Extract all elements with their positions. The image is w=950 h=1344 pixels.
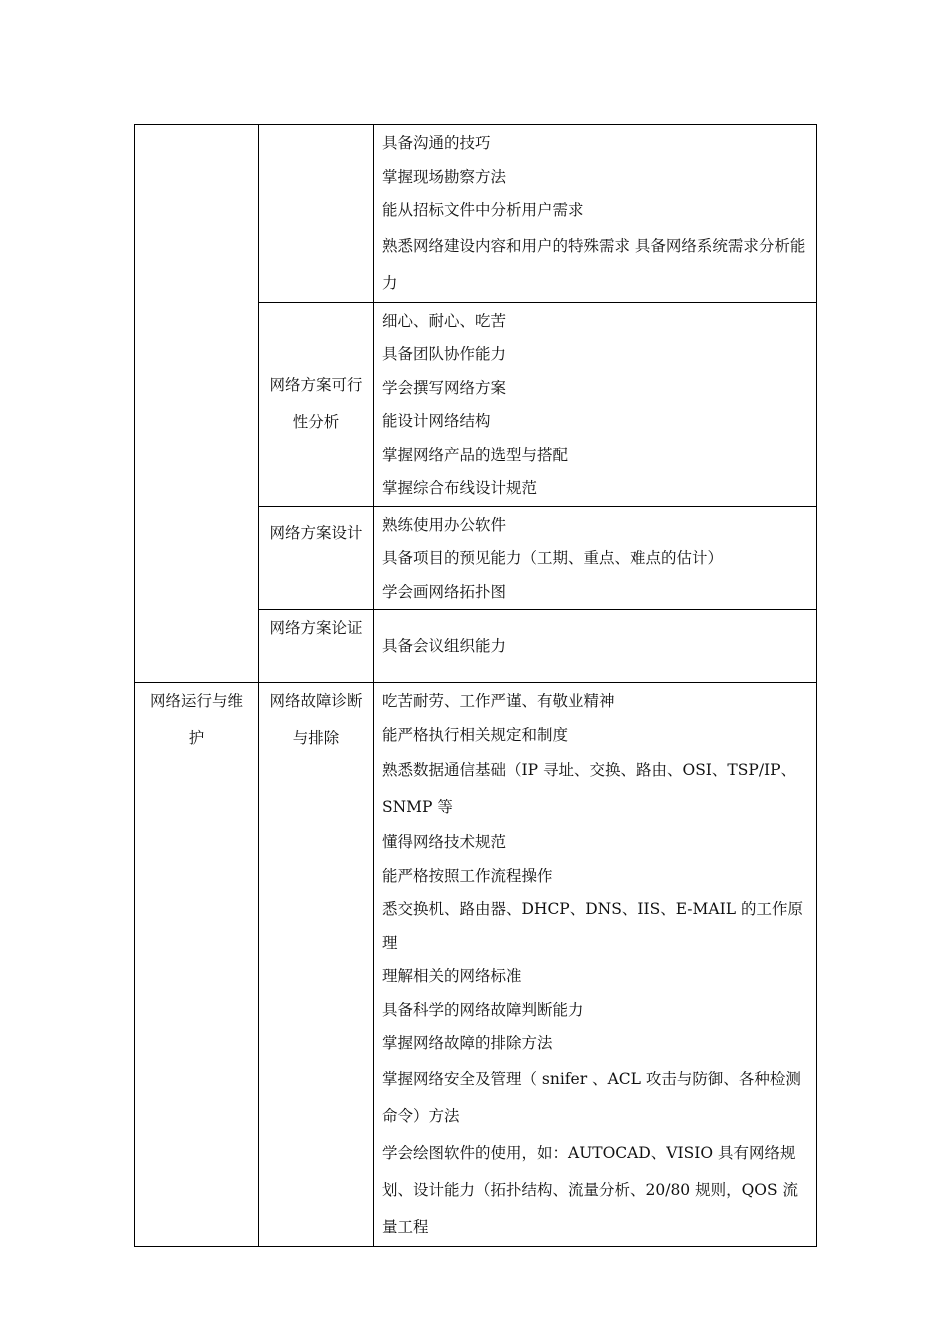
list-item: 熟练使用办公软件 — [382, 515, 507, 534]
list-item: 学会撰写网络方案 — [382, 378, 507, 397]
list-item: 熟悉网络建设内容和用户的特殊需求 具备网络系统需求分析能力 — [382, 236, 806, 292]
list-item: 熟悉数据通信基础（IP 寻址、交换、路由、OSI、TSP/IP、SNMP 等 — [382, 761, 797, 816]
list-item: 掌握网络产品的选型与搭配 — [382, 445, 569, 464]
subcategory-cell — [259, 610, 374, 683]
subcategory-cell — [259, 125, 374, 303]
skills-table — [134, 124, 817, 1247]
items-cell — [374, 506, 817, 610]
list-item: 掌握网络故障的排除方法 — [382, 1034, 553, 1052]
list-item: 吃苦耐劳、工作严谨、有敬业精神 — [382, 692, 615, 710]
category-cell — [135, 125, 259, 683]
subcategory-cell — [259, 302, 374, 506]
table-row — [135, 683, 817, 1247]
list-item: 掌握现场勘察方法 — [382, 167, 507, 186]
list-item: 能严格执行相关规定和制度 — [382, 725, 569, 744]
list-item: 具备科学的网络故障判断能力 — [382, 1000, 584, 1019]
list-item: 能从招标文件中分析用户需求 — [382, 201, 584, 219]
list-item: 掌握综合布线设计规范 — [382, 479, 538, 497]
list-item: 懂得网络技术规范 — [382, 833, 507, 851]
list-item: 学会绘图软件的使用，如：AUTOCAD、VISIO 具有网络规划、设计能力（拓扑结构、流量分析、20/80 规则，QOS 流量工程 — [382, 1143, 799, 1236]
items-cell — [374, 125, 817, 303]
items-cell — [374, 683, 817, 1247]
list-item: 细心、耐心、吃苦 — [382, 311, 507, 330]
list-item: 悉交换机、路由器、DHCP、DNS、IIS、E-MAIL 的工作原理 — [382, 900, 803, 952]
table-row — [135, 125, 817, 303]
category-label: 网络运行与维护 — [149, 692, 243, 747]
list-item: 能严格按照工作流程操作 — [382, 866, 553, 885]
subcategory-label: 网络故障诊断与排除 — [269, 692, 363, 747]
list-item: 掌握网络安全及管理（ snifer 、ACL 攻击与防御、各种检测命令）方法 — [382, 1069, 801, 1125]
list-item: 能设计网络结构 — [382, 412, 491, 430]
subcategory-label: 网络方案论证 — [269, 619, 363, 637]
list-item: 具备项目的预见能力（工期、重点、难点的估计） — [382, 549, 724, 567]
list-item: 具备会议组织能力 — [382, 637, 507, 656]
subcategory-cell — [259, 683, 374, 1247]
items-cell — [374, 610, 817, 683]
list-item: 具备团队协作能力 — [382, 345, 507, 363]
subcategory-cell — [259, 506, 374, 610]
items-cell — [374, 302, 817, 506]
list-item: 具备沟通的技巧 — [382, 134, 491, 152]
subcategory-label: 网络方案设计 — [269, 523, 363, 542]
subcategory-label: 网络方案可行性分析 — [269, 376, 363, 431]
list-item: 理解相关的网络标准 — [382, 967, 522, 985]
list-item: 学会画网络拓扑图 — [382, 582, 507, 601]
category-cell — [135, 683, 259, 1247]
